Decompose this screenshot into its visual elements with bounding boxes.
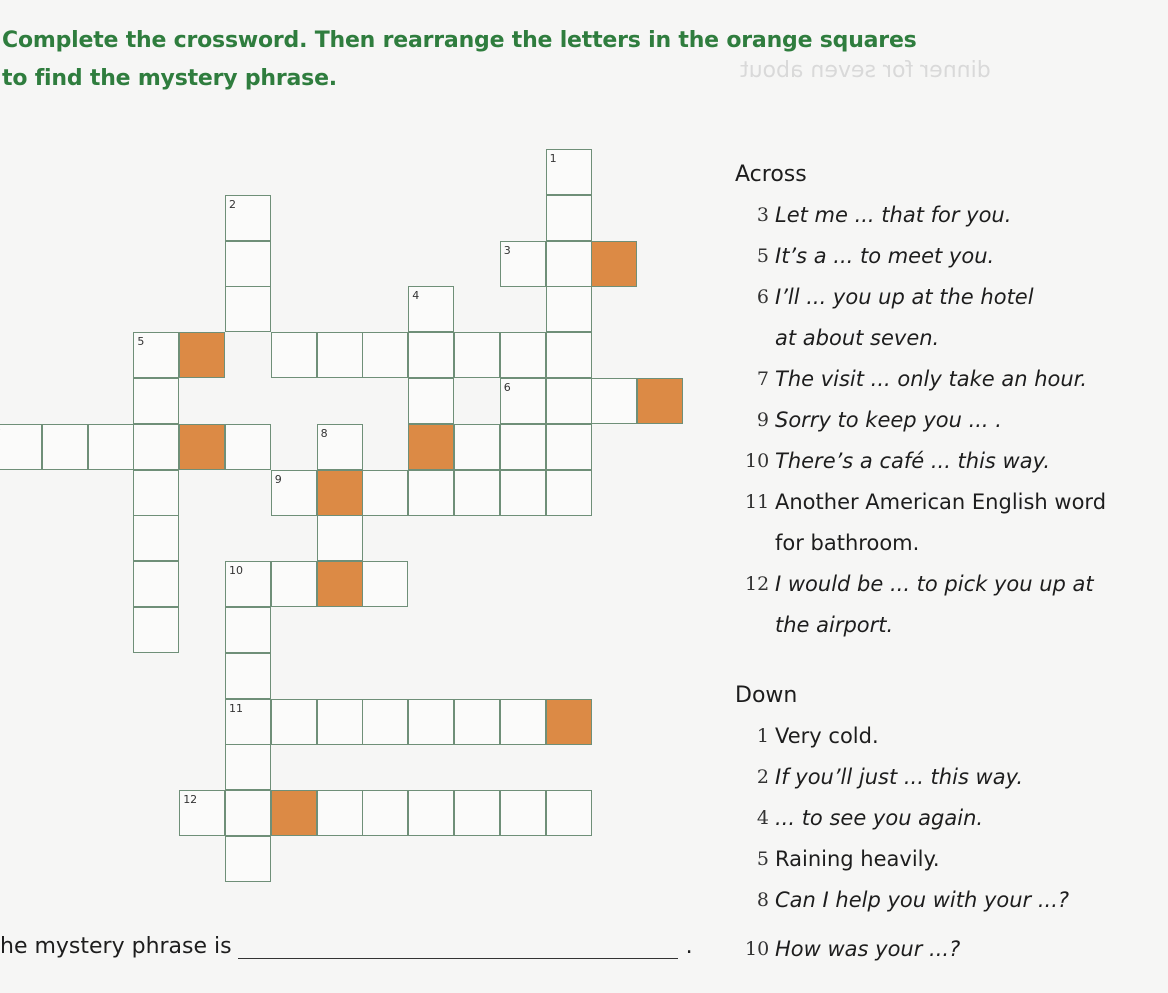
crossword-cell[interactable] (454, 790, 500, 836)
crossword-cell[interactable] (271, 561, 317, 607)
crossword-cell[interactable] (133, 561, 179, 607)
clue-number: 10 (745, 450, 770, 472)
clue-text: Can I help you with your ...? (775, 888, 1070, 912)
crossword-cell[interactable] (42, 424, 88, 470)
crossword-cell[interactable] (408, 470, 454, 516)
clue-number: 2 (756, 766, 769, 788)
crossword-cell[interactable] (546, 241, 592, 287)
crossword-cell[interactable] (500, 699, 546, 745)
crossword-cell[interactable] (546, 424, 592, 470)
across-clue-10 (735, 441, 1155, 482)
crossword-cell[interactable] (637, 378, 683, 424)
crossword-cell[interactable] (225, 836, 271, 882)
clue-text: It’s a ... to meet you. (775, 244, 995, 268)
down-heading: Down (735, 683, 798, 708)
clue-number: 3 (756, 204, 769, 226)
crossword-cell[interactable] (225, 653, 271, 699)
crossword-cell[interactable] (500, 424, 546, 470)
cell-number-10: 10 (229, 564, 243, 578)
clue-text: for bathroom. (775, 531, 920, 555)
crossword-cell[interactable] (546, 332, 592, 378)
clue-number: 4 (756, 807, 769, 829)
clue-text: Sorry to keep you ... . (775, 408, 1002, 432)
crossword-cell[interactable] (546, 286, 592, 332)
clue-text: Very cold. (775, 724, 879, 748)
cell-number-3: 3 (503, 243, 511, 257)
clue-number: 7 (756, 368, 769, 390)
clue-text: ... to see you again. (775, 806, 984, 830)
clue-text: If you’ll just ... this way. (775, 765, 1024, 789)
cell-number-6: 6 (503, 381, 511, 394)
across-clue-11-cont (735, 523, 1155, 564)
crossword-cell[interactable] (408, 790, 454, 836)
crossword-cell[interactable] (133, 515, 179, 561)
clue-number: 1 (756, 725, 769, 747)
clues-panel (735, 155, 1155, 921)
crossword-cell[interactable] (271, 790, 317, 836)
crossword-cell[interactable] (225, 424, 271, 470)
crossword-cell[interactable] (500, 470, 546, 516)
clue-text: The visit ... only take an hour. (775, 367, 1088, 391)
crossword-cell[interactable] (454, 332, 500, 378)
crossword-cell[interactable] (454, 424, 500, 470)
clue-text: the airport. (775, 613, 894, 637)
cell-number-4: 4 (412, 289, 420, 303)
crossword-cell[interactable] (362, 790, 408, 836)
across-clue-11 (735, 482, 1155, 523)
down-clue-1 (735, 716, 1155, 757)
crossword-cell[interactable] (225, 790, 271, 836)
clue-text: Raining heavily. (775, 847, 940, 871)
crossword-cell[interactable] (317, 332, 363, 378)
across-clue-12 (735, 564, 1155, 605)
crossword-cell[interactable] (179, 332, 225, 378)
mystery-label: he mystery phrase is (0, 934, 232, 959)
cell-number-9: 9 (274, 472, 282, 486)
crossword-cell[interactable] (546, 378, 592, 424)
crossword-cell[interactable] (362, 332, 408, 378)
crossword-cell[interactable] (133, 378, 179, 424)
crossword-cell[interactable] (362, 561, 408, 607)
crossword-cell[interactable] (133, 470, 179, 516)
crossword-cell[interactable] (408, 378, 454, 424)
clue-text: Let me ... that for you. (775, 203, 1012, 227)
cell-number-5: 5 (137, 335, 145, 349)
cell-number-1: 1 (549, 152, 557, 165)
clue-number: 8 (756, 889, 769, 911)
crossword-cell[interactable] (362, 470, 408, 516)
across-clue-7 (735, 359, 1155, 400)
clue-number: 5 (756, 245, 769, 267)
crossword-cell[interactable] (454, 699, 500, 745)
instructions-line-1: Complete the crossword. Then rearrange the letters in the orange squares (2, 28, 917, 53)
crossword-cell[interactable] (362, 699, 408, 745)
down-clue-8 (735, 880, 1155, 921)
crossword-cell[interactable] (317, 515, 363, 561)
cell-number-7 (0, 428, 1, 439)
clue-text: How was your ...? (775, 937, 961, 961)
crossword-cell[interactable] (591, 241, 637, 287)
crossword-cell[interactable] (317, 470, 363, 516)
crossword-cell[interactable] (225, 286, 271, 332)
crossword-cell[interactable] (317, 561, 363, 607)
cell-number-8: 8 (320, 426, 328, 440)
cell-number-2: 2 (229, 197, 236, 211)
crossword-cell[interactable] (271, 332, 317, 378)
clue-number: 6 (756, 286, 769, 308)
clue-number: 5 (756, 848, 769, 870)
clue-number: 10 (745, 938, 770, 960)
down-clue-10 (735, 929, 960, 970)
crossword-cell[interactable] (546, 699, 592, 745)
crossword-cell[interactable] (454, 470, 500, 516)
crossword-cell[interactable] (408, 424, 454, 470)
clue-text: I would be ... to pick you up at (775, 572, 1094, 596)
crossword-cell[interactable] (546, 195, 592, 241)
mystery-answer-field[interactable] (238, 934, 678, 959)
crossword-cell[interactable] (546, 790, 592, 836)
crossword-cell[interactable] (546, 470, 592, 516)
across-clue-3 (735, 195, 1155, 236)
crossword-cell[interactable] (0, 424, 42, 470)
clue-text: Another American English word (775, 490, 1107, 514)
clue-text: at about seven. (775, 326, 940, 350)
clue-text: I’ll ... you up at the hotel (775, 285, 1034, 309)
crossword-cell[interactable] (271, 699, 317, 745)
clue-number: 9 (756, 409, 769, 431)
crossword-cell[interactable] (179, 424, 225, 470)
across-clue-6 (735, 277, 1155, 318)
crossword-cell[interactable] (88, 424, 134, 470)
crossword-cell[interactable] (500, 790, 546, 836)
clue-number: 12 (745, 573, 770, 595)
down-clue-4 (735, 798, 1155, 839)
crossword-cell[interactable] (317, 699, 363, 745)
mystery-end: . (685, 934, 693, 959)
cell-number-11: 11 (229, 701, 243, 715)
crossword-cell[interactable] (133, 424, 179, 470)
crossword-cell[interactable] (591, 378, 637, 424)
clue-number: 11 (745, 491, 770, 513)
cell-number-12: 12 (183, 793, 198, 807)
crossword-cell[interactable] (225, 607, 271, 653)
crossword-cell[interactable] (500, 332, 546, 378)
crossword-cell[interactable] (408, 699, 454, 745)
down-clue-5 (735, 839, 1155, 880)
across-clue-6-cont (735, 318, 1155, 359)
crossword-cell[interactable] (317, 790, 363, 836)
clue-text: There’s a café ... this way. (775, 449, 1051, 473)
crossword-cell[interactable] (408, 332, 454, 378)
across-clue-9 (735, 400, 1155, 441)
down-clue-2 (735, 757, 1155, 798)
crossword-cell[interactable] (225, 241, 271, 287)
across-clue-12-cont (735, 605, 1155, 646)
crossword-cell[interactable] (133, 607, 179, 653)
crossword-cell[interactable] (225, 744, 271, 790)
mystery-phrase-line (0, 934, 693, 959)
across-heading: Across (735, 162, 807, 187)
instructions-line-2: to find the mystery phrase. (2, 66, 337, 91)
across-clue-5 (735, 236, 1155, 277)
